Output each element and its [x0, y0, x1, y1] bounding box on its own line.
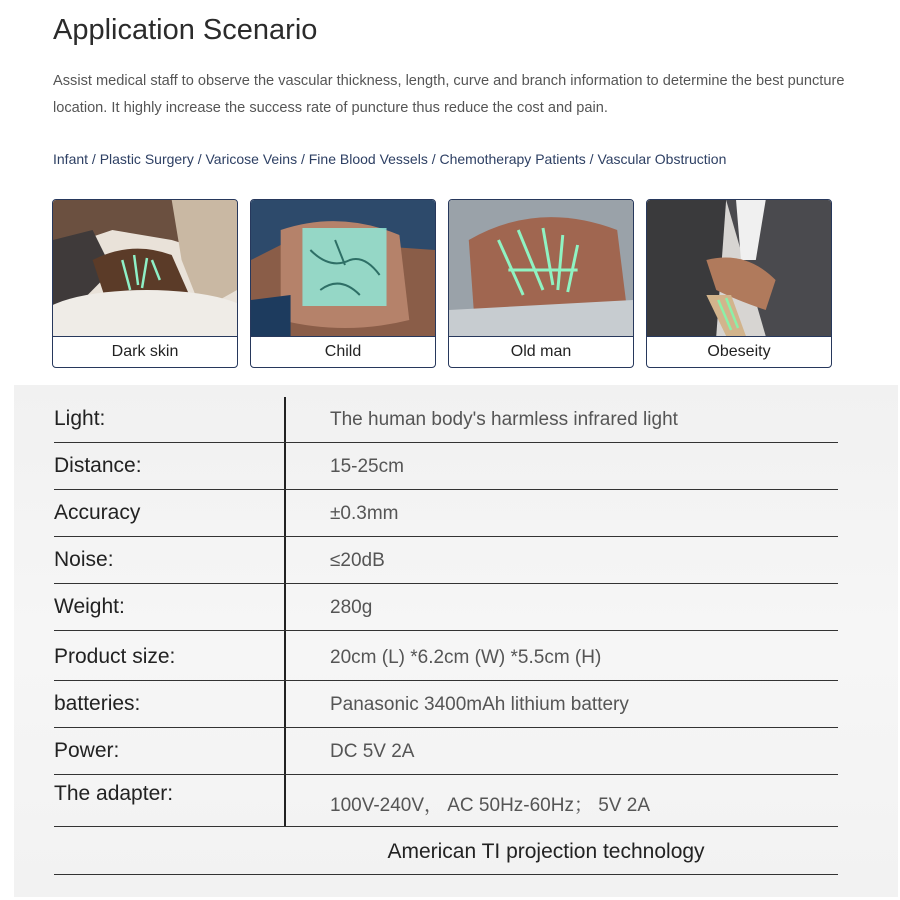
spec-label: batteries: — [54, 692, 141, 715]
spec-value: ±0.3mm — [330, 503, 399, 524]
card-caption: Dark skin — [53, 336, 237, 368]
spec-label: Distance: — [54, 454, 142, 477]
spec-value: DC 5V 2A — [330, 741, 415, 762]
dark-skin-photo — [53, 200, 237, 336]
spec-value: 100V-240V， AC 50Hz-60Hz； 5V 2A — [330, 795, 651, 816]
spec-value: ≤20dB — [330, 550, 385, 571]
card-obeseity — [646, 199, 832, 368]
application-section — [0, 0, 900, 385]
card-dark-skin — [52, 199, 238, 368]
card-old-man — [448, 199, 634, 368]
spec-label: Accuracy — [54, 501, 141, 524]
obeseity-photo — [647, 200, 831, 336]
spec-label: Power: — [54, 739, 120, 762]
spec-label: The adapter: — [54, 782, 174, 805]
description-text: Assist medical staff to observe the vascular thickness, length, curve and branch information to determine the best puncture location. It highly increase the success rate of puncture thus reduce the cost and pain. — [53, 73, 845, 116]
spec-row-power — [54, 729, 838, 775]
footer-text: American TI projection technology — [387, 840, 705, 863]
spec-label: Product size: — [54, 645, 176, 668]
spec-row-adapter — [54, 776, 838, 827]
spec-label: Noise: — [54, 548, 114, 571]
spec-row-weight — [54, 585, 838, 631]
spec-row-batteries — [54, 682, 838, 728]
card-caption: Obeseity — [647, 336, 831, 368]
spec-row-light — [54, 397, 838, 443]
spec-table — [14, 385, 898, 897]
old-man-photo — [449, 200, 633, 336]
spec-value: 15-25cm — [330, 456, 404, 477]
spec-value: Panasonic 3400mAh lithium battery — [330, 694, 629, 715]
card-caption: Child — [251, 336, 435, 368]
spec-label: Light: — [54, 407, 106, 430]
page-title: Application Scenario — [53, 14, 318, 46]
spec-footer — [54, 827, 838, 875]
spec-row-distance — [54, 444, 838, 490]
child-photo — [251, 200, 435, 336]
card-child — [250, 199, 436, 368]
spec-row-accuracy — [54, 491, 838, 537]
card-caption: Old man — [449, 336, 633, 368]
spec-label: Weight: — [54, 595, 125, 618]
scenario-cards — [52, 199, 834, 370]
spec-row-noise — [54, 538, 838, 584]
spec-row-product-size — [54, 635, 838, 681]
spec-value: 20cm (L) *6.2cm (W) *5.5cm (H) — [330, 647, 602, 668]
spec-value: 280g — [330, 597, 373, 618]
scenario-tags: Infant / Plastic Surgery / Varicose Veins / Fine Blood Vessels / Chemotherapy Patients / Vascular Obstruction — [53, 151, 727, 167]
spec-value: The human body's harmless infrared light — [330, 409, 678, 430]
